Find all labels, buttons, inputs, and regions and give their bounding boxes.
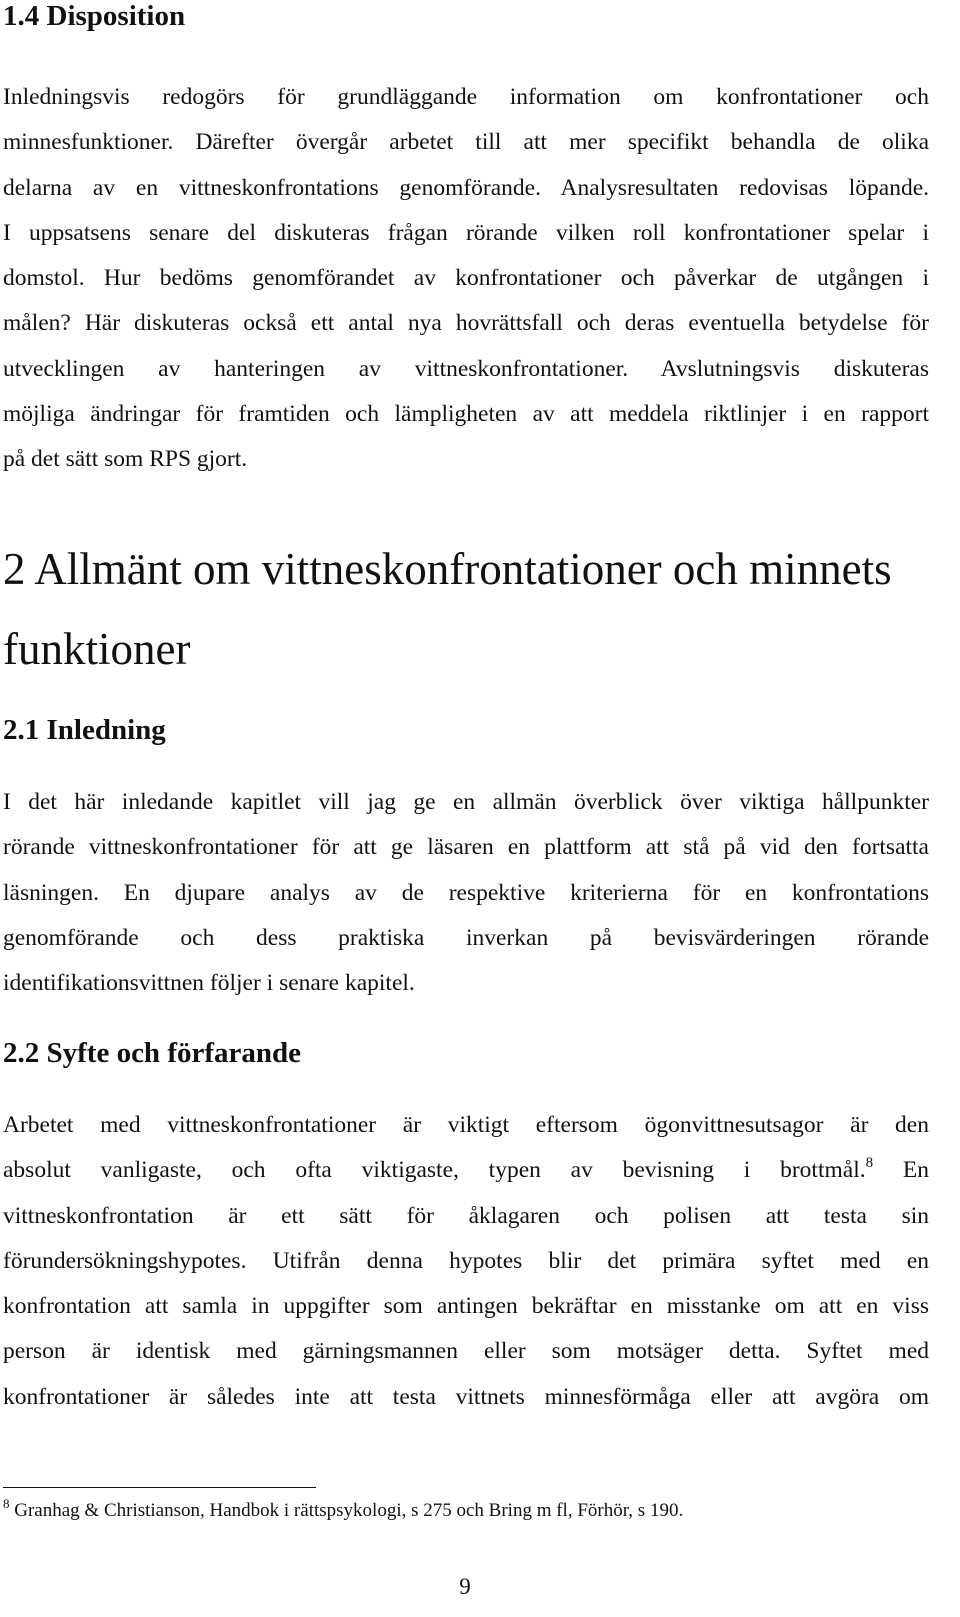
text-line: I uppsatsens senare del diskuteras frågan rörande vilken roll konfrontationer spelar i — [3, 219, 929, 246]
text-line: I det här inledande kapitlet vill jag ge en allmän överblick över viktiga hållpunkter — [3, 789, 929, 815]
text-line: person är identisk med gärningsmannen eller som motsäger detta. Syftet med — [3, 1338, 929, 1365]
text-line: delarna av en vittneskonfrontations genomförande. Analysresultaten redovisas löpande. — [3, 174, 929, 201]
section-heading-1-4: 1.4 Disposition — [3, 0, 186, 32]
text-line: målen? Här diskuteras också ett antal nya hovrättsfall och deras eventuella betydelse för — [3, 310, 929, 337]
paragraph-disposition — [3, 75, 929, 483]
text-segment: En — [873, 1157, 929, 1184]
footnote-reference[interactable]: 8 — [865, 1155, 874, 1172]
text-line: konfrontationer är således inte att testa vittnets minnesförmåga eller att avgöra om — [3, 1383, 929, 1410]
text-line: Arbetet med vittneskonfrontationer är viktigt eftersom ögonvittnesutsagor är den — [3, 1112, 929, 1138]
text-line: Inledningsvis redogörs för grundläggande information om konfrontationer och — [3, 84, 929, 110]
chapter-heading-line: 2 Allmänt om vittneskonfrontationer och minnets — [3, 544, 892, 594]
footnote-number: 8 — [3, 1496, 10, 1511]
text-line: genomförande och dess praktiska inverkan på bevisvärderingen rörande — [3, 924, 929, 951]
text-line: vittneskonfrontation är ett sätt för åklagaren och polisen att testa sin — [3, 1202, 929, 1229]
chapter-heading-line: funktioner — [3, 624, 191, 674]
footnote — [3, 1498, 683, 1524]
footnote-separator — [3, 1487, 316, 1488]
text-line: möjliga ändringar för framtiden och lämpligheten av att meddela riktlinjer i en rapport — [3, 401, 929, 428]
page-number: 9 — [459, 1574, 471, 1599]
text-line: konfrontation att samla in uppgifter som antingen bekräftar en misstanke om att en viss — [3, 1293, 929, 1320]
text-line: förundersökningshypotes. Utifrån denna hypotes blir det primära syftet med en — [3, 1247, 929, 1274]
text-line: minnesfunktioner. Därefter övergår arbetet till att mer specifikt behandla de olika — [3, 129, 929, 156]
text-line: på det sätt som RPS gjort. — [3, 446, 248, 473]
text-line: läsningen. En djupare analys av de respektive kriterierna för en konfrontations — [3, 879, 929, 906]
text-line: rörande vittneskonfrontationer för att ge läsaren en plattform att stå på vid den fortsatta — [3, 834, 929, 861]
text-line-with-footnote-ref — [3, 1148, 929, 1193]
paragraph-syfte — [3, 1103, 929, 1420]
text-line: utvecklingen av hanteringen av vittneskonfrontationer. Avslutningsvis diskuteras — [3, 355, 929, 382]
section-heading-2-2: 2.2 Syfte och förfarande — [3, 1037, 302, 1069]
paragraph-inledning — [3, 780, 929, 1006]
footnote-text: Granhag & Christianson, Handbok i rättspsykologi, s 275 och Bring m fl, Förhör, s 190. — [9, 1500, 684, 1521]
chapter-heading-2 — [3, 529, 933, 689]
text-line: domstol. Hur bedöms genomförandet av konfrontationer och påverkar de utgången i — [3, 265, 929, 292]
text-segment: absolut vanligaste, och ofta viktigaste, typen av bevisning i brottmål. — [3, 1157, 866, 1184]
section-heading-2-1: 2.1 Inledning — [3, 714, 166, 746]
text-line: identifikationsvittnen följer i senare kapitel. — [3, 970, 415, 997]
